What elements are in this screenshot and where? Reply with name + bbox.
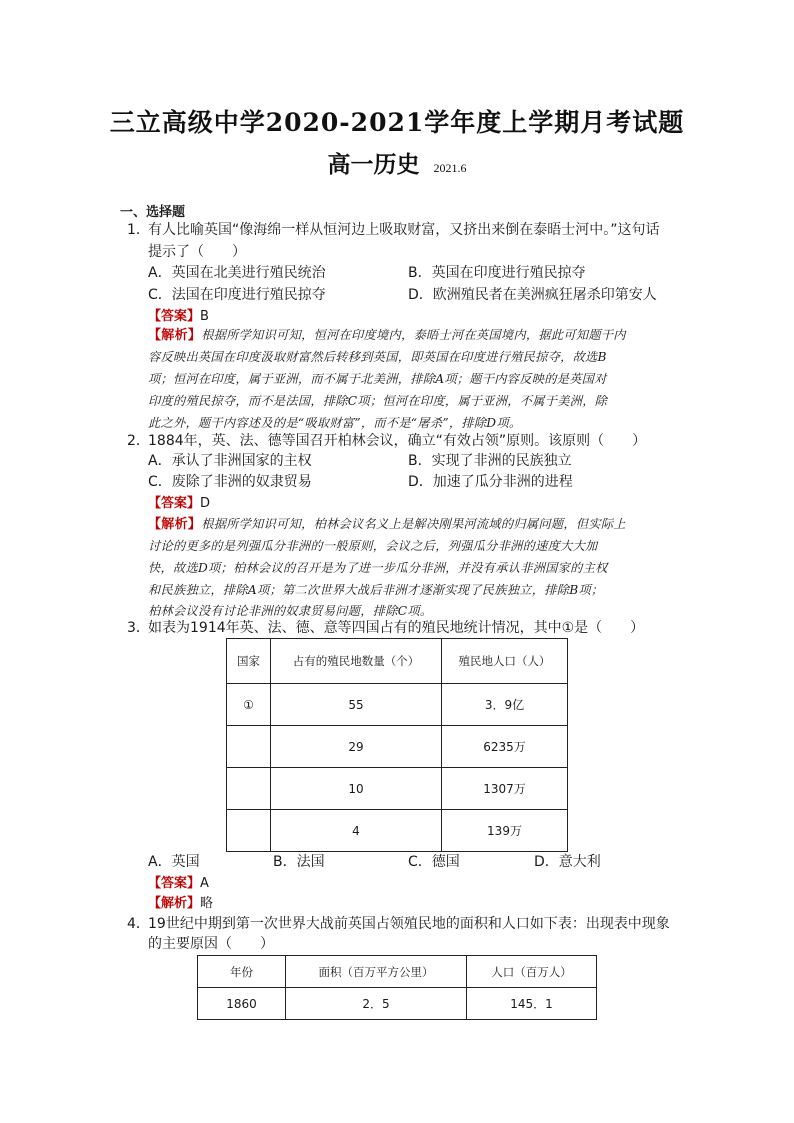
option-d: D．意大利 [534, 854, 601, 870]
table-header-row [198, 956, 597, 988]
table-cell: 55 [271, 684, 442, 726]
table-cell: 3．9亿 [442, 684, 568, 726]
question-stem: 19世纪中期到第一次世界大战前英国占领殖民地的面积和人口如下表：出现表中现象 [148, 916, 670, 932]
question-number: 4． [127, 916, 150, 932]
table-cell: 29 [271, 726, 442, 768]
answer-tag: 【答案】 [148, 496, 201, 511]
explanation-tag: 【解析】 [148, 328, 202, 343]
table-cell: 1860 [198, 988, 286, 1020]
explanation-line: 和民族独立，排除A项；第二次世界大战后非洲才逐渐实现了民族独立，排除B项； [148, 583, 604, 597]
table-header-cell: 人口（百万人） [467, 956, 597, 988]
exam-title: 三立高级中学2020-2021学年度上学期月考试题 [109, 108, 685, 137]
option-a: A．英国在北美进行殖民统治 [148, 265, 326, 281]
answer-line [148, 493, 210, 514]
table-row [227, 768, 568, 810]
question-stem: 的主要原因（ ） [148, 936, 274, 952]
question-number: 3． [127, 620, 150, 636]
explanation-line: 【解析】根据所学知识可知，柏林会议名义上是解决刚果河流域的归属问题，但实际上 [148, 517, 626, 532]
question-stem: 如表为1914年英、法、德、意等四国占有的殖民地统计情况，其中①是（ ） [148, 620, 645, 636]
explanation-tag: 【解析】 [148, 896, 201, 911]
table-header-cell: 年份 [198, 956, 286, 988]
option-b: B．法国 [273, 854, 325, 870]
explanation-line: 【解析】略 [148, 896, 214, 911]
table-header-cell: 占有的殖民地数量（个） [271, 639, 442, 684]
option-d: D．欧洲殖民者在美洲疯狂屠杀印第安人 [408, 287, 657, 303]
answer-tag: 【答案】 [148, 876, 201, 891]
table-cell [227, 768, 271, 810]
question-stem: 1884年，英、法、德等国召开柏林会议，确立“有效占领”原则。该原则（ ） [148, 433, 647, 449]
option-c: C．法国在印度进行殖民掠夺 [148, 287, 326, 303]
table-header-cell: 国家 [227, 639, 271, 684]
table-cell [227, 810, 271, 852]
explanation-line: 讨论的更多的是列强瓜分非洲的一般原则，会议之后，列强瓜分非洲的速度大大加 [148, 539, 598, 553]
answer-line [148, 306, 209, 327]
colony-stats-table [226, 638, 568, 852]
explanation-tag: 【解析】 [148, 517, 202, 532]
table-row [227, 726, 568, 768]
table-row [227, 810, 568, 852]
question-stem: 提示了（ ） [148, 244, 246, 260]
table-row [227, 684, 568, 726]
explanation-line: 容反映出英国在印度汲取财富然后转移到英国，即英国在印度进行殖民掠夺，故选B [148, 350, 607, 364]
exam-date: 2021.6 [433, 161, 467, 175]
colony-area-table [197, 955, 597, 1020]
table-header-cell: 殖民地人口（人） [442, 639, 568, 684]
explanation-line: 印度的殖民掠夺，而不是法国，排除C项；恒河在印度，属于亚洲，不属于美洲，除 [148, 394, 608, 408]
question-number: 1． [127, 222, 150, 238]
option-a: A．承认了非洲国家的主权 [148, 453, 312, 469]
table-cell: 139万 [442, 810, 568, 852]
table-cell: 145．1 [467, 988, 597, 1020]
table-row [198, 988, 597, 1020]
option-c: C．德国 [408, 854, 460, 870]
table-header-row [227, 639, 568, 684]
explanation-line: 柏林会议没有讨论非洲的奴隶贸易问题，排除C项。 [148, 604, 433, 618]
answer-line [148, 873, 209, 894]
option-b: B．实现了非洲的民族独立 [408, 453, 572, 469]
explanation-line: 项；恒河在印度，属于亚洲，而不属于北美洲，排除A项；题干内容反映的是英国对 [148, 372, 607, 386]
table-cell: 1307万 [442, 768, 568, 810]
section-heading: 一、选择题 [120, 205, 186, 220]
table-cell: 2．5 [286, 988, 467, 1020]
answer-value: D [200, 496, 211, 511]
subject-title: 高一历史 [327, 151, 420, 178]
explanation-line: 此之外，题干内容述及的是“吸取财富”，而不是“屠杀”，排除D项。 [148, 416, 522, 430]
answer-value: B [200, 309, 209, 324]
table-cell: 6235万 [442, 726, 568, 768]
table-cell: 10 [271, 768, 442, 810]
answer-tag: 【答案】 [148, 309, 201, 324]
exam-subtitle [0, 146, 794, 179]
question-stem: 有人比喻英国“像海绵一样从恒河边上吸取财富，又挤出来倒在泰晤士河中。”这句话 [148, 222, 660, 238]
question-number: 2． [127, 433, 150, 449]
table-cell [227, 726, 271, 768]
explanation-line: 快，故选D项；柏林会议的召开是为了进一步瓜分非洲，并没有承认非洲国家的主权 [148, 561, 608, 575]
option-d: D．加速了瓜分非洲的进程 [408, 474, 573, 490]
table-header-cell: 面积（百万平方公里） [286, 956, 467, 988]
explanation-line: 【解析】根据所学知识可知，恒河在印度境内，泰晤士河在英国境内，据此可知题干内 [148, 328, 626, 343]
table-cell: 4 [271, 810, 442, 852]
answer-value: A [200, 876, 209, 891]
option-b: B．英国在印度进行殖民掠夺 [408, 265, 586, 281]
table-cell: ① [227, 684, 271, 726]
option-c: C．废除了非洲的奴隶贸易 [148, 474, 312, 490]
option-a: A．英国 [148, 854, 200, 870]
